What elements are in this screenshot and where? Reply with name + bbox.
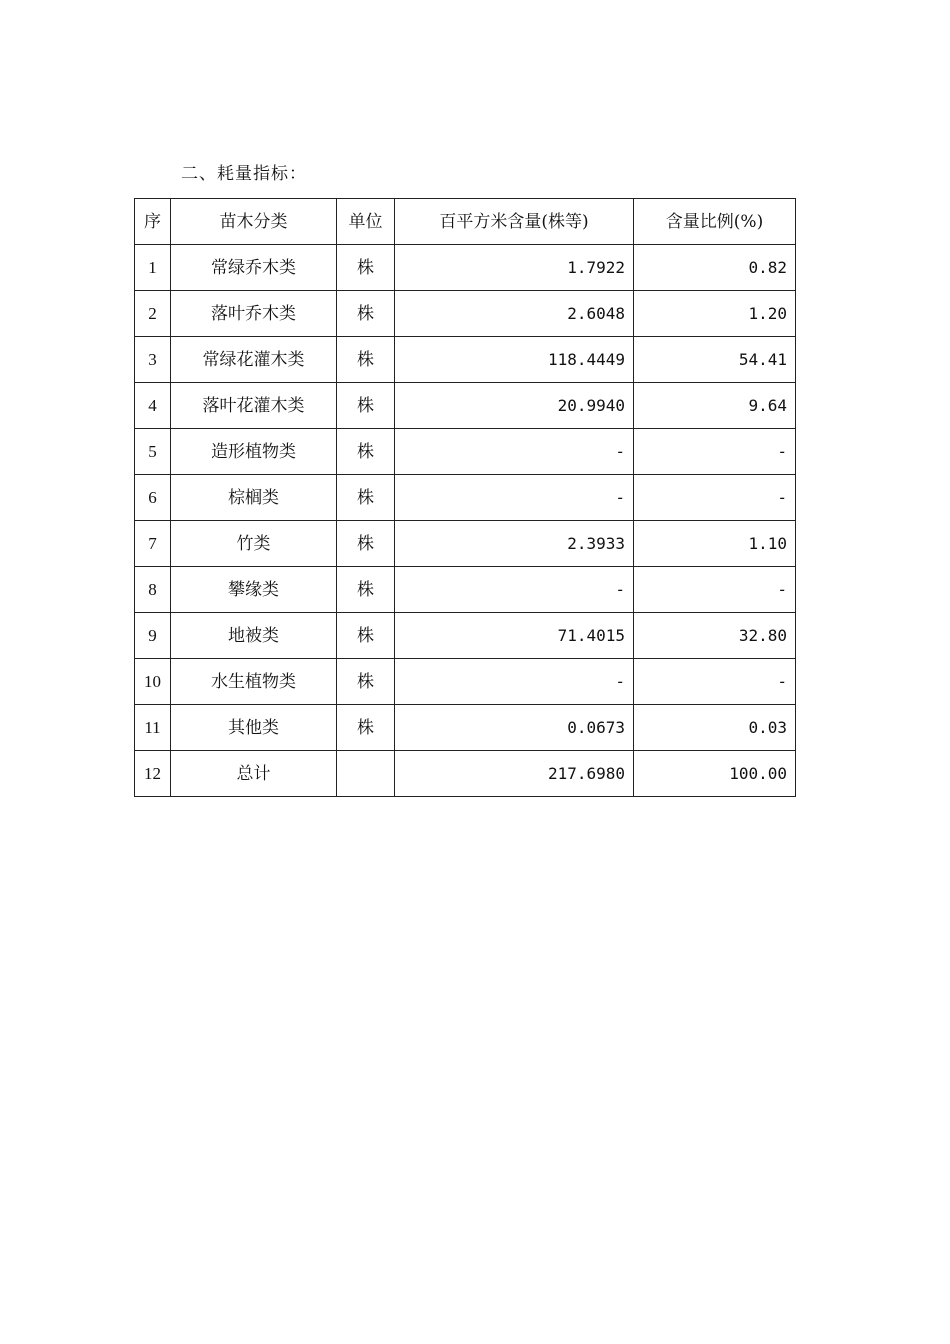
header-unit: 单位 [337, 199, 395, 245]
cell-qty: 2.6048 [395, 291, 634, 337]
cell-seq: 7 [135, 521, 171, 567]
cell-qty: - [395, 475, 634, 521]
cell-ratio: 32.80 [634, 613, 796, 659]
cell-ratio: 0.82 [634, 245, 796, 291]
cell-seq: 12 [135, 751, 171, 797]
cell-name: 水生植物类 [171, 659, 337, 705]
cell-name: 地被类 [171, 613, 337, 659]
cell-qty: - [395, 429, 634, 475]
table-row [135, 337, 796, 383]
cell-seq: 2 [135, 291, 171, 337]
cell-ratio: - [634, 475, 796, 521]
consumption-index-table [134, 198, 796, 797]
table-row [135, 521, 796, 567]
cell-unit: 株 [337, 659, 395, 705]
cell-ratio: 9.64 [634, 383, 796, 429]
cell-unit: 株 [337, 245, 395, 291]
cell-name: 攀缘类 [171, 567, 337, 613]
cell-ratio: 54.41 [634, 337, 796, 383]
cell-qty: 1.7922 [395, 245, 634, 291]
cell-qty: 71.4015 [395, 613, 634, 659]
cell-ratio: - [634, 567, 796, 613]
cell-qty: - [395, 659, 634, 705]
cell-name: 棕榈类 [171, 475, 337, 521]
cell-unit: 株 [337, 475, 395, 521]
section-title: 二、耗量指标： [181, 164, 307, 184]
cell-ratio: 1.20 [634, 291, 796, 337]
cell-name: 落叶乔木类 [171, 291, 337, 337]
cell-unit: 株 [337, 291, 395, 337]
cell-ratio: 0.03 [634, 705, 796, 751]
cell-name: 落叶花灌木类 [171, 383, 337, 429]
cell-seq: 9 [135, 613, 171, 659]
cell-qty: 217.6980 [395, 751, 634, 797]
cell-unit: 株 [337, 337, 395, 383]
cell-seq: 6 [135, 475, 171, 521]
cell-seq: 4 [135, 383, 171, 429]
cell-name: 其他类 [171, 705, 337, 751]
cell-unit [337, 751, 395, 797]
table-row [135, 245, 796, 291]
table-row [135, 475, 796, 521]
header-ratio: 含量比例(%) [634, 199, 796, 245]
cell-unit: 株 [337, 521, 395, 567]
cell-qty: 2.3933 [395, 521, 634, 567]
cell-name: 总计 [171, 751, 337, 797]
cell-qty: 118.4449 [395, 337, 634, 383]
table-row [135, 705, 796, 751]
cell-unit: 株 [337, 383, 395, 429]
header-name: 苗木分类 [171, 199, 337, 245]
cell-qty: 0.0673 [395, 705, 634, 751]
cell-seq: 1 [135, 245, 171, 291]
cell-name: 常绿花灌木类 [171, 337, 337, 383]
cell-name: 常绿乔木类 [171, 245, 337, 291]
cell-name: 竹类 [171, 521, 337, 567]
cell-ratio: - [634, 429, 796, 475]
table-row [135, 429, 796, 475]
table-row [135, 567, 796, 613]
cell-unit: 株 [337, 567, 395, 613]
cell-unit: 株 [337, 429, 395, 475]
cell-unit: 株 [337, 705, 395, 751]
table-row [135, 291, 796, 337]
header-seq: 序 [135, 199, 171, 245]
table-row-total [135, 751, 796, 797]
table-row [135, 613, 796, 659]
cell-seq: 10 [135, 659, 171, 705]
cell-unit: 株 [337, 613, 395, 659]
table-row [135, 383, 796, 429]
cell-ratio: 1.10 [634, 521, 796, 567]
cell-ratio: - [634, 659, 796, 705]
cell-seq: 3 [135, 337, 171, 383]
cell-name: 造形植物类 [171, 429, 337, 475]
cell-seq: 8 [135, 567, 171, 613]
cell-seq: 11 [135, 705, 171, 751]
cell-qty: - [395, 567, 634, 613]
table-header-row [135, 199, 796, 245]
table-row [135, 659, 796, 705]
cell-seq: 5 [135, 429, 171, 475]
header-qty: 百平方米含量(株等) [395, 199, 634, 245]
cell-qty: 20.9940 [395, 383, 634, 429]
cell-ratio: 100.00 [634, 751, 796, 797]
